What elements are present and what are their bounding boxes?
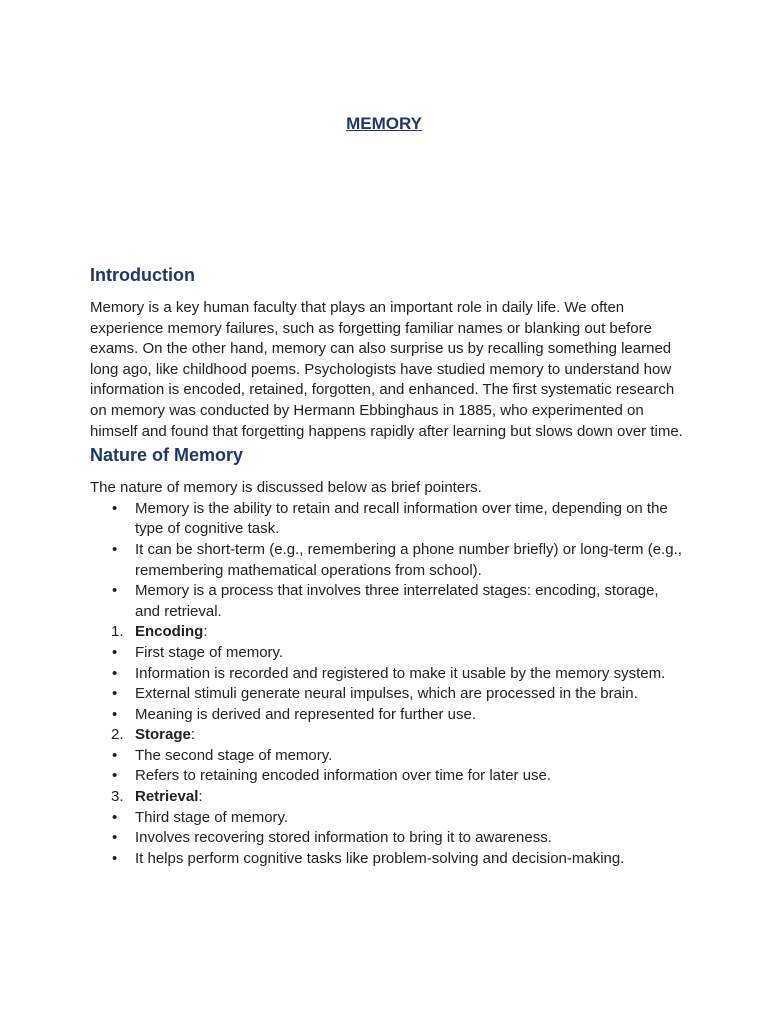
list-item: [90, 684, 686, 705]
list-item-text: Meaning is derived and represented for further use.: [135, 705, 477, 723]
bullet-marker: •: [112, 767, 118, 785]
bullet-marker: •: [112, 540, 118, 558]
list-item-text: The second stage of memory.: [135, 746, 333, 764]
list-item: [90, 828, 686, 849]
nature-of-memory-heading: Nature of Memory: [90, 445, 244, 466]
list-item: [90, 705, 686, 726]
list-item: [90, 581, 686, 622]
bullet-marker: •: [112, 499, 118, 517]
list-item-text: Information is recorded and registered to make it usable by the memory system.: [135, 664, 666, 682]
stage-label: Retrieval: [135, 788, 199, 806]
bullet-marker: •: [112, 582, 118, 600]
list-item-text: :: [190, 726, 196, 744]
stage-label: Encoding: [135, 623, 204, 641]
number-marker: 3.: [111, 788, 124, 806]
list-item: [90, 808, 686, 829]
nature-lead-text: The nature of memory is discussed below as brief pointers.: [90, 479, 482, 497]
list-item: [90, 664, 686, 685]
list-item-text: It can be short-term (e.g., remembering a phone number briefly) or long-term (e.g., remembering mathematical operations from school).: [135, 540, 682, 579]
list-item-text: First stage of memory.: [135, 643, 284, 661]
bullet-marker: •: [112, 808, 118, 826]
list-item: [90, 643, 686, 664]
bullet-marker: •: [112, 849, 118, 867]
list-item-text: Involves recovering stored information to bring it to awareness.: [135, 829, 552, 847]
nature-points-list: [90, 499, 686, 870]
numbered-item-encoding: [90, 622, 686, 643]
list-item-text: Third stage of memory.: [135, 808, 289, 826]
list-item-text: Refers to retaining encoded information over time for later use.: [135, 767, 552, 785]
number-marker: 1.: [111, 623, 124, 641]
list-item-text: It helps perform cognitive tasks like problem-solving and decision-making.: [135, 849, 625, 867]
bullet-marker: •: [112, 643, 118, 661]
stage-label: Storage: [135, 726, 191, 744]
bullet-marker: •: [112, 746, 118, 764]
list-item-text: :: [203, 623, 208, 641]
introduction-heading: Introduction: [90, 265, 195, 285]
document-body: [90, 262, 686, 869]
bullet-marker: •: [112, 705, 118, 723]
list-item-text: Memory is the ability to retain and recall information over time, depending on the type of cognitive task.: [135, 499, 668, 538]
list-item: [90, 540, 686, 581]
numbered-item-storage: [90, 725, 686, 746]
list-item-text: Memory is a process that involves three interrelated stages: encoding, storage, and retrieval.: [135, 582, 659, 620]
list-item-text: :: [198, 788, 203, 806]
list-item: [90, 849, 686, 870]
list-item: [90, 766, 686, 787]
number-marker: 2.: [111, 726, 124, 744]
numbered-item-retrieval: [90, 787, 686, 808]
introduction-paragraph: Memory is a key human faculty that plays an important role in daily life. We often experience memory failures, such as forgetting familiar names or blanking out before exams. On the other hand, memory can also surprise us by recalling something learned long ago, like childhood poems. Psychologists have studied memory to understand how information is encoded, retained, forgotten, and enhanced. The first systematic research on memory was conducted by Hermann Ebbinghaus in 1885, who experimented on himself and found that forgetting happens rapidly after learning but slows down over time.: [90, 299, 683, 440]
list-item: [90, 746, 686, 767]
list-item-text: External stimuli generate neural impulses, which are processed in the brain.: [135, 685, 638, 703]
bullet-marker: •: [112, 664, 118, 682]
bullet-marker: •: [112, 829, 118, 847]
document-title: MEMORY: [346, 114, 422, 133]
list-item: [90, 499, 686, 540]
bullet-marker: •: [112, 685, 118, 703]
